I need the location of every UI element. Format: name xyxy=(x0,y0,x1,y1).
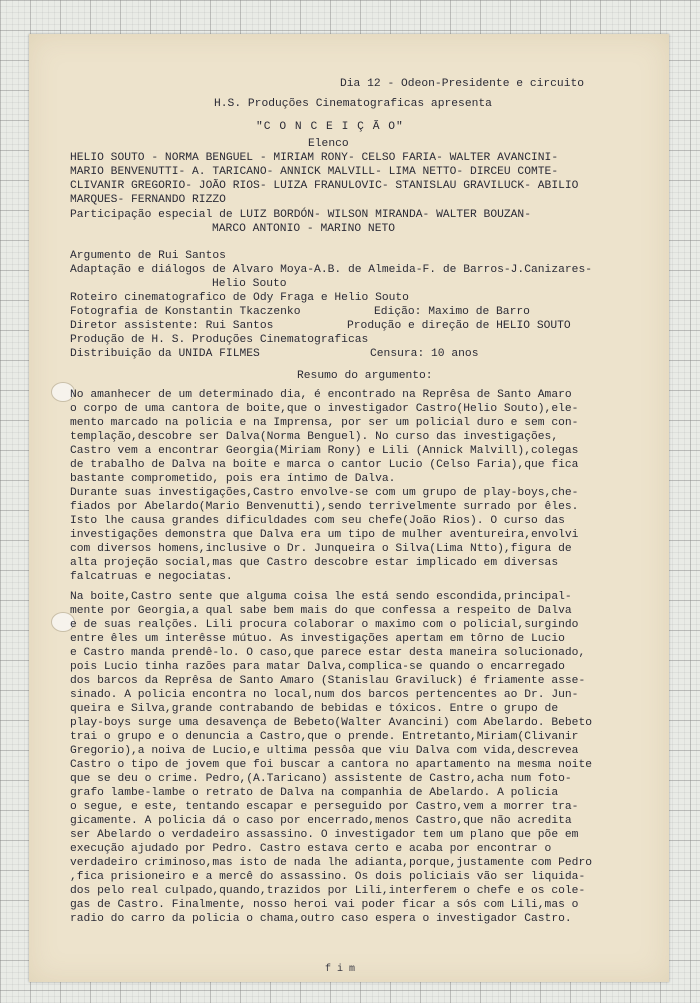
summary-line: gicamente. A policia dá o caso por encerrado,menos Castro,que não acredita xyxy=(70,815,572,827)
credit-adaptation-cont: Helio Souto xyxy=(212,278,287,290)
summary-line: Castro o tipo de jovem que foi buscar a cantora no apartamento na mesma noite xyxy=(70,759,593,771)
end-mark: f i m xyxy=(325,964,356,975)
special-participation-cont: MARCO ANTONIO - MARINO NETO xyxy=(212,223,396,235)
summary-line: fiados por Abelardo(Mario Benvenutti),sendo terrivelmente surrado por êles. xyxy=(70,501,579,513)
typed-document xyxy=(29,34,669,982)
summary-line: templação,descobre ser Dalva(Norma Benguel). No curso das investigações, xyxy=(70,431,559,443)
summary-line: gas de Castro. Finalmente, nosso heroi vai poder ficar a sós com Lili,mas o xyxy=(70,899,579,911)
summary-line: pois Lucio tinha razões para matar Dalva,complica-se quando o encarregado xyxy=(70,661,565,673)
cast-line: MARQUES- FERNANDO RIZZO xyxy=(70,194,226,206)
summary-line: e Castro manda prendê-lo. O caso,que parece estar desta maneira solucionado, xyxy=(70,647,586,659)
cast-line: HELIO SOUTO - NORMA BENGUEL - MIRIAM RONY- CELSO FARIA- WALTER AVANCINI- xyxy=(70,152,559,164)
credit-assistant-director: Diretor assistente: Rui Santos xyxy=(70,320,274,332)
summary-heading: Resumo do argumento: xyxy=(297,370,433,382)
summary-line: e de suas realções. Lili procura colaborar o maximo com o policial,surgindo xyxy=(70,619,579,631)
summary-line: entre êles um interêsse mútuo. As investigações apertam em tôrno de Lucio xyxy=(70,633,565,645)
summary-line: bastante comprometido, pois era íntimo de Dalva. xyxy=(70,473,396,485)
summary-line: Na boite,Castro sente que alguma coisa lhe está sendo escondida,principal- xyxy=(70,591,572,603)
summary-line: Castro vem a encontrar Georgia(Miriam Rony) e Lili (Annick Malvill),colegas xyxy=(70,445,579,457)
credit-photography: Fotografia de Konstantin Tkaczenko xyxy=(70,306,301,318)
presents-line: H.S. Produções Cinematograficas apresenta xyxy=(214,98,492,110)
summary-line: que se deu o crime. Pedro,(A.Taricano) assistente de Castro,acha num foto- xyxy=(70,773,572,785)
credit-adaptation: Adaptação e diálogos de Alvaro Moya-A.B. de Almeida-F. de Barros-J.Canizares- xyxy=(70,264,593,276)
credit-distribution: Distribuição da UNIDA FILMES xyxy=(70,348,260,360)
credit-screenplay: Roteiro cinematografico de Ody Fraga e Helio Souto xyxy=(70,292,409,304)
summary-line: investigações demonstra que Dalva era um tipo de mulher aventureira,envolvi xyxy=(70,529,579,541)
summary-line: radio do carro da policia o chama,outro caso espera o investigador Castro. xyxy=(70,913,572,925)
summary-line: o segue, e este, tentando escapar e perseguido por Castro,vem a morrer tra- xyxy=(70,801,579,813)
summary-line: Durante suas investigações,Castro envolve-se com um grupo de play-boys,che- xyxy=(70,487,579,499)
summary-line: Isto lhe causa grandes dificuldades com seu chefe(João Rios). O curso das xyxy=(70,515,565,527)
summary-line: grafo lambe-lambe o retrato de Dalva na companhia de Abelardo. A policia xyxy=(70,787,559,799)
summary-line: ,fica prisioneiro e a mercê do assassino. Os dois policiais vão ser liquida- xyxy=(70,871,586,883)
summary-line: falcatruas e negociatas. xyxy=(70,571,233,583)
credit-editing: Edição: Maximo de Barro xyxy=(374,306,530,318)
cast-line: MARIO BENVENUTTI- A. TARICANO- ANNICK MALVILL- LIMA NETTO- DIRCEU COMTE- xyxy=(70,166,559,178)
summary-line: com diversos homens,inclusive o Dr. Junqueira o Silva(Lima Ntto),figura de xyxy=(70,543,572,555)
summary-line: dos pelo real culpado,quando,trazidos por Lili,interferem o chefe e os cole- xyxy=(70,885,586,897)
credit-production: Produção de H. S. Produções Cinematograficas xyxy=(70,334,369,346)
summary-line: mente por Georgia,a qual sabe bem mais do que confessa a respeito de Dalva xyxy=(70,605,572,617)
summary-line: queira e Silva,grande contrabando de bebidas e tóxicos. Entre o grupo de xyxy=(70,703,559,715)
summary-line: dos barcos da Reprêsa de Santo Amaro (Stanislau Graviluck) é friamente asse- xyxy=(70,675,586,687)
summary-line: play-boys surge uma desavença de Bebeto(Walter Avancini) com Abelardo. Bebeto xyxy=(70,717,593,729)
credit-argument: Argumento de Rui Santos xyxy=(70,250,226,262)
summary-line: verdadeiro criminoso,mas isto de nada lhe adianta,porque,justamente com Pedro xyxy=(70,857,593,869)
summary-line: sinado. A policia encontra no local,num dos barcos pertencentes ao Dr. Jun- xyxy=(70,689,579,701)
summary-line: mento marcado na policia e na Imprensa, por ser um policial duro e sem con- xyxy=(70,417,579,429)
summary-line: alta projeção social,mas que Castro descobre estar implicado em diversas xyxy=(70,557,559,569)
credit-censorship: Censura: 10 anos xyxy=(370,348,479,360)
special-participation: Participação especial de LUIZ BORDÓN- WILSON MIRANDA- WALTER BOUZAN- xyxy=(70,209,531,221)
date-line: Dia 12 - Odeon-Presidente e circuito xyxy=(340,78,585,90)
summary-line: trai o grupo e o denuncia a Castro,que o prende. Entretanto,Miriam(Clivanir xyxy=(70,731,579,743)
film-title: "C O N C E I Ç Ã O" xyxy=(256,121,404,133)
summary-line: execução ajudado por Pedro. Castro estava certo e acaba por encontrar o xyxy=(70,843,552,855)
cast-heading: Elenco xyxy=(308,138,349,150)
cast-line: CLIVANIR GREGORIO- JOÃO RIOS- LUIZA FRANULOVIC- STANISLAU GRAVILUCK- ABILIO xyxy=(70,180,579,192)
summary-line: Gregorio),a noiva de Lucio,e ultima pessôa que viu Dalva com vida,descrevea xyxy=(70,745,579,757)
summary-line: o corpo de uma cantora de boite,que o investigador Castro(Helio Souto),ele- xyxy=(70,403,579,415)
summary-line: No amanhecer de um determinado dia, é encontrado na Reprêsa de Santo Amaro xyxy=(70,389,572,401)
summary-line: ser Abelardo o verdadeiro assassino. O investigador tem um plano que põe em xyxy=(70,829,579,841)
credit-production-direction: Produção e direção de HELIO SOUTO xyxy=(347,320,571,332)
summary-line: de trabalho de Dalva na boite e marca o cantor Lucio (Celso Faria),que fica xyxy=(70,459,579,471)
